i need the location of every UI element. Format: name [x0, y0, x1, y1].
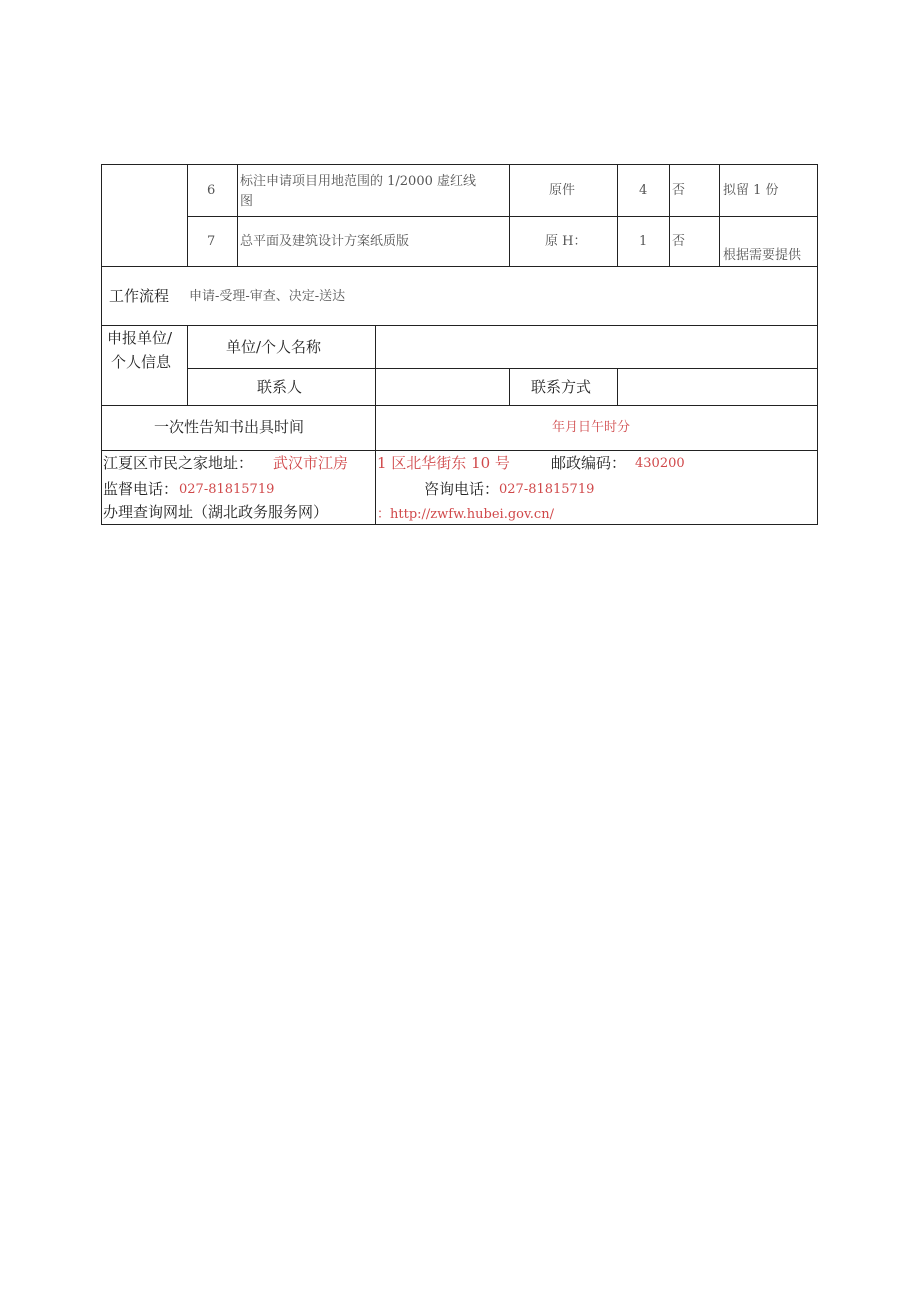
col-divider [187, 325, 188, 405]
row-number: 7 [207, 234, 216, 249]
material-form: 原件 [549, 183, 576, 198]
postal-label: 邮政编码： [551, 454, 627, 472]
material-count: 1 [639, 234, 648, 249]
name-label: 单位/个人名称 [226, 338, 322, 356]
row-divider [101, 450, 818, 451]
row-number: 6 [207, 183, 216, 198]
row-divider [187, 216, 818, 217]
col-divider [669, 164, 670, 266]
material-name-cont: 图 [240, 194, 254, 209]
address-value: 武汉市江房 [273, 454, 349, 472]
contact-method-label: 联系方式 [531, 378, 592, 396]
row-divider [101, 405, 818, 406]
address-label: 江夏区市民之家地址： [103, 454, 254, 472]
col-divider [719, 164, 720, 266]
postal-value: 430200 [635, 456, 685, 471]
supervision-label: 监督电话： [103, 480, 179, 498]
col-divider [187, 164, 188, 266]
address-value-cont: 1 区北华街东 10 号 [377, 454, 510, 472]
col-divider [617, 164, 618, 266]
supervision-phone: 027-81815719 [179, 482, 275, 497]
material-note: 根据需要提供 [723, 248, 802, 263]
row-divider [187, 368, 818, 369]
consult-phone: 027-81815719 [499, 482, 595, 497]
workflow-value: 申请-受理-审查、决定-送达 [189, 289, 346, 304]
col-divider [617, 368, 618, 405]
contact-label: 联系人 [257, 378, 303, 396]
row-divider [101, 325, 818, 326]
material-note: 拟留 1 份 [723, 183, 779, 198]
website-label: 办理查询网址（湖北政务服务网） [103, 503, 329, 521]
workflow-label: 工作流程 [109, 287, 170, 305]
website-link[interactable]: ：http://zwfw.hubei.gov.cn/ [377, 507, 554, 522]
electronic-flag: 否 [672, 234, 686, 249]
col-divider [375, 325, 376, 525]
applicant-label-cont: 个人信息 [111, 353, 172, 371]
consult-label: 咨询电话： [424, 480, 500, 498]
material-name: 总平面及建筑设计方案纸质版 [240, 234, 410, 249]
col-divider [509, 164, 510, 266]
material-form: 原 H： [545, 234, 587, 249]
col-divider [509, 368, 510, 405]
electronic-flag: 否 [672, 183, 686, 198]
applicant-label: 申报单位/ [107, 329, 173, 347]
row-divider [101, 266, 818, 267]
col-divider [237, 164, 238, 266]
notice-time-label: 一次性告知书出具时间 [154, 418, 305, 436]
material-name: 标注申请项目用地范围的 1/2000 虚红线 [240, 174, 476, 189]
notice-time-value: 年月日午时分 [552, 420, 631, 435]
material-count: 4 [639, 183, 648, 198]
